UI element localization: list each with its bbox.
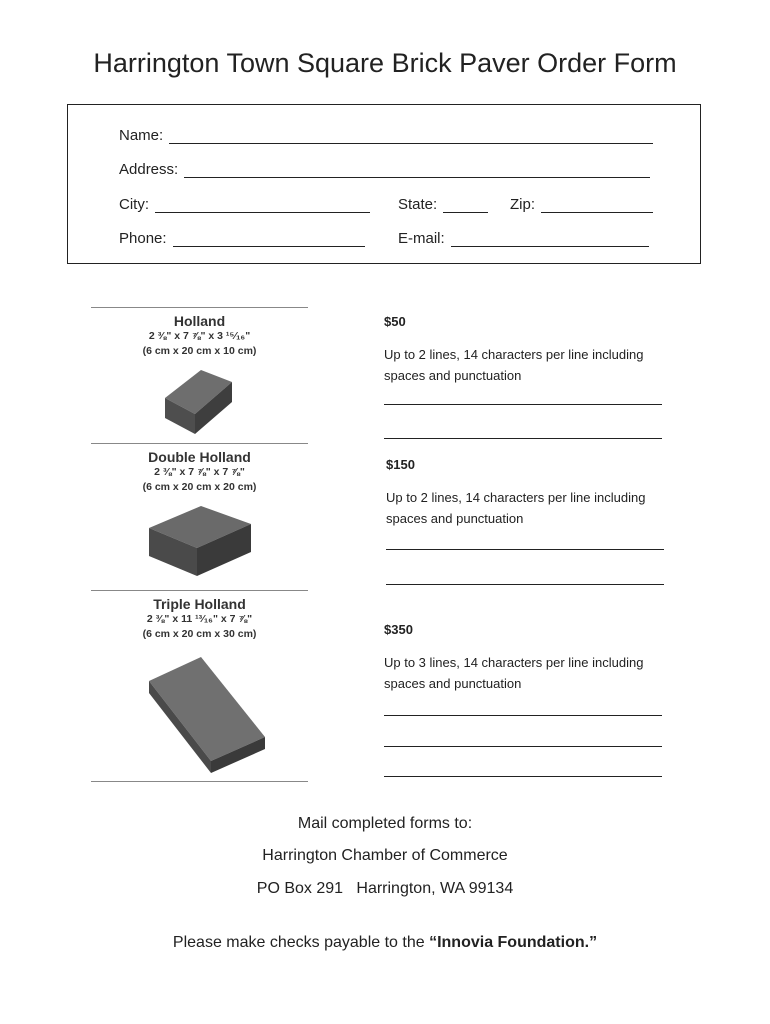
email-row xyxy=(398,230,649,247)
paver-double-holland xyxy=(91,443,308,589)
address-field[interactable] xyxy=(184,165,650,178)
name-label: Name: xyxy=(119,127,164,144)
paver-triple-holland xyxy=(91,590,308,782)
option-double-holland xyxy=(386,457,676,529)
phone-field[interactable] xyxy=(173,234,365,247)
email-label: E-mail: xyxy=(398,230,445,247)
paver-dimensions-in: 2 ⅜" x 11 ¹³⁄₁₆" x 7 ⅞" xyxy=(146,613,253,625)
price: $350 xyxy=(384,622,413,637)
mail-address: PO Box 291 Harrington, WA 99134 xyxy=(256,880,514,897)
paver-holland xyxy=(91,307,308,444)
inscription-line-2[interactable] xyxy=(384,438,662,439)
paver-dimensions-in: 2 ⅜" x 7 ⅞" x 3 ¹⁵⁄₁₆" xyxy=(148,330,251,342)
option-holland xyxy=(384,314,674,386)
mail-organization: Harrington Chamber of Commerce xyxy=(262,847,508,864)
inscription-line-1[interactable] xyxy=(384,404,662,405)
city-row xyxy=(119,196,370,213)
inscription-line-3[interactable] xyxy=(384,776,662,777)
zip-label: Zip: xyxy=(510,196,536,213)
paver-dimensions-cm: (6 cm x 20 cm x 30 cm) xyxy=(142,628,257,640)
paver-name: Double Holland xyxy=(148,449,251,465)
option-triple-holland xyxy=(384,622,674,694)
page-title: Harrington Town Square Brick Paver Order Form xyxy=(93,48,677,78)
checks-payable-note xyxy=(0,934,770,952)
inscription-line-1[interactable] xyxy=(384,715,662,716)
email-field[interactable] xyxy=(451,234,649,247)
paver-name: Triple Holland xyxy=(153,596,246,612)
paver-dimensions-in: 2 ⅜" x 7 ⅞" x 7 ⅞" xyxy=(154,466,245,478)
price: $150 xyxy=(386,457,415,472)
zip-row xyxy=(510,196,653,213)
price: $50 xyxy=(384,314,406,329)
state-row xyxy=(398,196,488,213)
city-field[interactable] xyxy=(155,200,370,213)
checks-prefix: Please make checks payable to the xyxy=(172,934,430,951)
paver-name: Holland xyxy=(173,313,226,329)
option-description: Up to 2 lines, 14 characters per line including spaces and punctuation xyxy=(384,347,644,383)
holland-brick-image xyxy=(91,368,308,440)
checks-payee: “Innovia Foundation.” xyxy=(429,934,598,951)
inscription-line-2[interactable] xyxy=(386,584,664,585)
phone-label: Phone: xyxy=(119,230,167,247)
phone-row xyxy=(119,230,365,247)
address-label: Address: xyxy=(119,161,179,178)
mail-intro: Mail completed forms to: xyxy=(297,815,473,832)
paver-dimensions-cm: (6 cm x 20 cm x 10 cm) xyxy=(142,345,257,357)
zip-field[interactable] xyxy=(541,200,653,213)
paver-dimensions-cm: (6 cm x 20 cm x 20 cm) xyxy=(142,481,257,493)
name-field[interactable] xyxy=(169,131,653,144)
triple-holland-brick-image xyxy=(91,653,308,777)
city-label: City: xyxy=(119,196,149,213)
inscription-line-2[interactable] xyxy=(384,746,662,747)
state-field[interactable] xyxy=(443,200,488,213)
name-row xyxy=(119,127,653,144)
contact-info-box xyxy=(67,104,701,264)
option-description: Up to 3 lines, 14 characters per line including spaces and punctuation xyxy=(384,655,644,691)
address-row xyxy=(119,161,650,178)
inscription-line-1[interactable] xyxy=(386,549,664,550)
option-description: Up to 2 lines, 14 characters per line including spaces and punctuation xyxy=(386,490,646,526)
state-label: State: xyxy=(398,196,438,213)
double-holland-brick-image xyxy=(91,504,308,584)
